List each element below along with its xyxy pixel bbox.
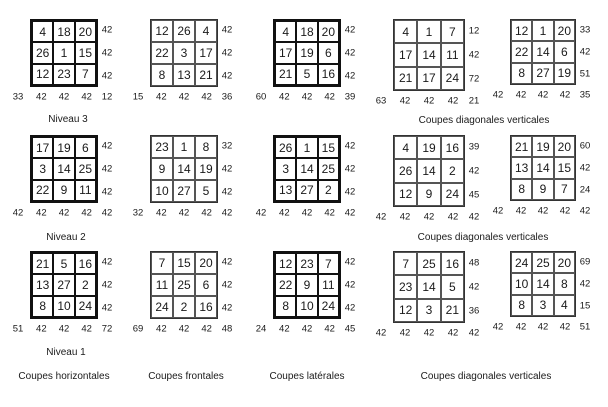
grid-cell: 7 (554, 179, 575, 200)
column-sum: 42 (36, 323, 47, 335)
grid-cell: 24 (441, 67, 464, 90)
row-sum: 42 (344, 185, 356, 197)
grid-cell: 10 (151, 180, 173, 202)
grid-cell: 16 (318, 64, 339, 85)
column-sum: 42 (399, 95, 411, 107)
diagonal-sum: 33 (12, 91, 24, 103)
grid-cell: 6 (195, 274, 217, 296)
grid-cell: 19 (53, 137, 74, 158)
grid-cell: 3 (417, 299, 440, 322)
grid-cell: 23 (151, 136, 173, 158)
magic-square-grid (30, 251, 98, 319)
row-sum: 42 (221, 163, 233, 175)
grid-cell: 15 (173, 252, 195, 274)
magic-square-grid (273, 251, 341, 319)
grid-cell: 1 (296, 137, 317, 158)
grid-cell: 12 (394, 183, 417, 206)
grid-cell: 7 (441, 20, 464, 43)
grid-cell: 8 (195, 136, 217, 158)
grid-cell: 24 (318, 296, 339, 317)
grid-cell: 8 (275, 296, 296, 317)
column-sum: 42 (399, 327, 411, 339)
column-sum: 42 (515, 321, 527, 333)
row-sum: 48 (468, 257, 480, 269)
diagonal-vertical-sections-label: Coupes diagonales verticales (420, 371, 552, 382)
column-sum: 42 (423, 95, 435, 107)
magic-square-grid (30, 135, 98, 203)
grid-cell: 2 (75, 274, 96, 295)
row-sum: 42 (344, 256, 356, 268)
column-sum: 42 (36, 207, 47, 219)
grid-cell: 10 (53, 296, 74, 317)
magic-square-grid (393, 251, 465, 323)
grid-cell: 24 (511, 252, 532, 273)
level-3-label: Niveau 3 (48, 114, 88, 125)
row-sum: 42 (101, 163, 113, 175)
column-sum: 42 (279, 207, 290, 219)
diagonal-sum: 35 (579, 89, 591, 101)
grid-cell: 14 (532, 273, 553, 294)
diagonal-sum: 42 (255, 207, 267, 219)
column-sum: 42 (324, 207, 335, 219)
grid-cell: 23 (296, 253, 317, 274)
column-sum: 42 (178, 207, 190, 219)
magic-square-grid (510, 251, 576, 317)
row-sum: 39 (468, 141, 480, 153)
column-sum: 42 (201, 91, 212, 103)
diagonal-sum: 42 (492, 205, 504, 217)
column-sum: 42 (537, 205, 549, 217)
row-sum: 42 (344, 301, 356, 313)
grid-cell: 4 (554, 295, 575, 316)
grid-cell: 17 (417, 67, 440, 90)
diagonal-sum: 51 (579, 321, 591, 333)
grid-cell: 6 (554, 41, 575, 62)
row-sum: 42 (344, 140, 356, 152)
row-sum: 42 (468, 49, 480, 61)
grid-cell: 12 (394, 299, 417, 322)
grid-cell: 9 (417, 183, 440, 206)
diagonal-sections-label-level-3: Coupes diagonales verticales (418, 115, 550, 126)
row-sum: 51 (579, 68, 591, 80)
grid-cell: 14 (417, 275, 440, 298)
diagonal-sum: 42 (492, 89, 504, 101)
grid-cell: 14 (417, 159, 440, 182)
grid-cell: 5 (195, 180, 217, 202)
grid-cell: 2 (441, 159, 464, 182)
grid-cell: 15 (554, 157, 575, 178)
row-sum: 33 (579, 24, 591, 36)
grid-cell: 1 (532, 20, 553, 41)
grid-cell: 18 (296, 21, 317, 42)
grid-cell: 12 (275, 253, 296, 274)
magic-square-grid (150, 251, 218, 319)
column-sum: 42 (537, 321, 549, 333)
lateral-sections-label: Coupes latérales (269, 371, 345, 382)
diagonal-sum: 42 (375, 211, 387, 223)
column-sum: 42 (537, 89, 549, 101)
diagonal-sum: 48 (221, 323, 233, 335)
grid-cell: 19 (554, 63, 575, 84)
grid-cell: 17 (275, 42, 296, 63)
grid-cell: 19 (296, 42, 317, 63)
grid-cell: 13 (275, 180, 296, 201)
column-sum: 42 (423, 211, 435, 223)
row-sum: 42 (101, 140, 113, 152)
column-sum: 42 (156, 91, 167, 103)
grid-cell: 22 (151, 42, 173, 64)
row-sum: 72 (468, 73, 480, 85)
row-sum: 42 (468, 165, 480, 177)
grid-cell: 8 (511, 179, 532, 200)
row-sum: 42 (101, 185, 113, 197)
column-sum: 42 (399, 211, 411, 223)
grid-cell: 25 (532, 252, 553, 273)
grid-cell: 27 (53, 274, 74, 295)
grid-cell: 26 (275, 137, 296, 158)
diagonal-sum: 39 (344, 91, 356, 103)
grid-cell: 16 (441, 252, 464, 275)
grid-cell: 4 (394, 136, 417, 159)
row-sum: 42 (101, 301, 113, 313)
grid-cell: 12 (151, 20, 173, 42)
grid-cell: 7 (75, 64, 96, 85)
grid-cell: 14 (532, 41, 553, 62)
diagonal-sum: 42 (492, 321, 504, 333)
grid-cell: 24 (75, 296, 96, 317)
grid-cell: 1 (417, 20, 440, 43)
grid-cell: 20 (554, 252, 575, 273)
row-sum: 42 (221, 185, 233, 197)
diagonal-sum: 42 (12, 207, 24, 219)
column-sum: 42 (447, 95, 459, 107)
grid-cell: 15 (75, 42, 96, 63)
column-sum: 42 (279, 323, 290, 335)
grid-cell: 20 (195, 252, 217, 274)
grid-cell: 2 (173, 296, 195, 318)
grid-cell: 20 (318, 21, 339, 42)
grid-cell: 18 (53, 21, 74, 42)
grid-cell: 9 (53, 180, 74, 201)
grid-cell: 8 (32, 296, 53, 317)
grid-cell: 2 (318, 180, 339, 201)
grid-cell: 19 (417, 136, 440, 159)
grid-cell: 27 (296, 180, 317, 201)
grid-cell: 14 (296, 158, 317, 179)
row-sum: 42 (579, 278, 591, 290)
column-sum: 42 (515, 205, 527, 217)
diagonal-sum: 45 (344, 323, 356, 335)
grid-cell: 9 (532, 179, 553, 200)
row-sum: 42 (221, 47, 233, 59)
diagonal-sum: 42 (221, 207, 233, 219)
row-sum: 42 (344, 279, 356, 291)
horizontal-sections-label: Coupes horizontales (18, 371, 110, 382)
column-sum: 42 (515, 89, 527, 101)
magic-square-grid (510, 19, 576, 85)
grid-cell: 25 (318, 158, 339, 179)
diagonal-sum: 42 (344, 207, 356, 219)
grid-cell: 3 (532, 295, 553, 316)
grid-cell: 10 (511, 273, 532, 294)
column-sum: 42 (58, 323, 70, 335)
grid-cell: 1 (53, 42, 74, 63)
grid-cell: 16 (195, 296, 217, 318)
grid-cell: 11 (441, 43, 464, 66)
grid-cell: 7 (394, 252, 417, 275)
row-sum: 42 (221, 69, 233, 81)
grid-cell: 11 (151, 274, 173, 296)
grid-cell: 10 (296, 296, 317, 317)
diagonal-sum: 42 (468, 211, 480, 223)
row-sum: 42 (221, 24, 233, 36)
grid-cell: 8 (511, 295, 532, 316)
column-sum: 42 (58, 207, 70, 219)
magic-square-grid (273, 135, 341, 203)
diagonal-sum: 42 (579, 205, 591, 217)
column-sum: 42 (178, 91, 190, 103)
column-sum: 42 (81, 207, 92, 219)
level-2-label: Niveau 2 (46, 232, 86, 243)
grid-cell: 21 (275, 64, 296, 85)
grid-cell: 23 (394, 275, 417, 298)
diagonal-sum: 32 (132, 207, 144, 219)
grid-cell: 24 (441, 183, 464, 206)
column-sum: 42 (36, 91, 47, 103)
grid-cell: 17 (394, 43, 417, 66)
grid-cell: 13 (511, 157, 532, 178)
grid-cell: 17 (195, 42, 217, 64)
row-sum: 42 (101, 256, 113, 268)
grid-cell: 4 (394, 20, 417, 43)
grid-cell: 11 (75, 180, 96, 201)
grid-cell: 7 (318, 253, 339, 274)
diagonal-sum: 60 (255, 91, 267, 103)
row-sum: 42 (468, 281, 480, 293)
diagonal-sum: 24 (255, 323, 267, 335)
column-sum: 42 (324, 91, 335, 103)
grid-cell: 3 (275, 158, 296, 179)
magic-square-grid (393, 19, 465, 91)
grid-cell: 11 (318, 274, 339, 295)
row-sum: 36 (468, 305, 480, 317)
grid-cell: 21 (394, 67, 417, 90)
magic-square-grid (150, 135, 218, 203)
grid-cell: 3 (32, 158, 53, 179)
diagonal-sum: 42 (468, 327, 480, 339)
grid-cell: 16 (441, 136, 464, 159)
grid-cell: 26 (173, 20, 195, 42)
column-sum: 42 (447, 327, 459, 339)
row-sum: 42 (344, 47, 356, 59)
grid-cell: 8 (511, 63, 532, 84)
column-sum: 42 (423, 327, 435, 339)
grid-cell: 21 (32, 253, 53, 274)
row-sum: 42 (344, 163, 356, 175)
grid-cell: 12 (511, 20, 532, 41)
grid-cell: 8 (554, 273, 575, 294)
diagonal-sum: 12 (101, 91, 113, 103)
grid-cell: 22 (511, 41, 532, 62)
grid-cell: 19 (195, 158, 217, 180)
grid-cell: 4 (195, 20, 217, 42)
grid-cell: 27 (173, 180, 195, 202)
column-sum: 42 (559, 205, 571, 217)
grid-cell: 25 (173, 274, 195, 296)
grid-cell: 5 (53, 253, 74, 274)
column-sum: 42 (178, 323, 190, 335)
grid-cell: 17 (32, 137, 53, 158)
grid-cell: 13 (32, 274, 53, 295)
grid-cell: 3 (173, 42, 195, 64)
diagonal-sum: 42 (375, 327, 387, 339)
grid-cell: 24 (151, 296, 173, 318)
row-sum: 42 (221, 256, 233, 268)
grid-cell: 1 (173, 136, 195, 158)
grid-cell: 4 (32, 21, 53, 42)
grid-cell: 13 (173, 64, 195, 86)
row-sum: 42 (344, 24, 356, 36)
column-sum: 42 (81, 91, 92, 103)
grid-cell: 4 (275, 21, 296, 42)
grid-cell: 20 (554, 20, 575, 41)
grid-cell: 20 (554, 136, 575, 157)
frontal-sections-label: Coupes frontales (148, 371, 224, 382)
diagonal-sum: 21 (468, 95, 480, 107)
grid-cell: 5 (441, 275, 464, 298)
column-sum: 42 (201, 323, 212, 335)
grid-cell: 22 (275, 274, 296, 295)
magic-square-grid (510, 135, 576, 201)
diagonal-sum: 63 (375, 95, 387, 107)
grid-cell: 6 (75, 137, 96, 158)
magic-square-grid (30, 19, 98, 87)
row-sum: 42 (101, 24, 113, 36)
grid-cell: 25 (75, 158, 96, 179)
grid-cell: 25 (417, 252, 440, 275)
grid-cell: 6 (318, 42, 339, 63)
grid-cell: 9 (151, 158, 173, 180)
grid-cell: 14 (417, 43, 440, 66)
grid-cell: 26 (32, 42, 53, 63)
grid-cell: 15 (318, 137, 339, 158)
row-sum: 69 (579, 256, 591, 268)
grid-cell: 20 (75, 21, 96, 42)
grid-cell: 23 (53, 64, 74, 85)
column-sum: 42 (324, 323, 335, 335)
grid-cell: 16 (75, 253, 96, 274)
column-sum: 42 (301, 207, 313, 219)
row-sum: 42 (221, 301, 233, 313)
column-sum: 42 (201, 207, 212, 219)
grid-cell: 21 (195, 64, 217, 86)
row-sum: 32 (221, 140, 233, 152)
diagonal-sum: 51 (12, 323, 24, 335)
row-sum: 42 (579, 46, 591, 58)
column-sum: 42 (447, 211, 459, 223)
diagonal-sum: 15 (132, 91, 144, 103)
grid-cell: 14 (53, 158, 74, 179)
diagonal-sum: 69 (132, 323, 144, 335)
diagonal-sum: 72 (101, 323, 113, 335)
row-sum: 24 (579, 184, 591, 196)
grid-cell: 27 (532, 63, 553, 84)
column-sum: 42 (301, 91, 313, 103)
grid-cell: 22 (32, 180, 53, 201)
grid-cell: 12 (32, 64, 53, 85)
column-sum: 42 (156, 323, 167, 335)
diagonal-sections-label-level-2: Coupes diagonales verticales (417, 232, 549, 243)
grid-cell: 21 (441, 299, 464, 322)
magic-square-grid (273, 19, 341, 87)
grid-cell: 9 (296, 274, 317, 295)
row-sum: 42 (101, 279, 113, 291)
grid-cell: 14 (532, 157, 553, 178)
diagonal-sum: 36 (221, 91, 233, 103)
row-sum: 15 (579, 300, 591, 312)
grid-cell: 5 (296, 64, 317, 85)
grid-cell: 21 (511, 136, 532, 157)
grid-cell: 14 (173, 158, 195, 180)
grid-cell: 7 (151, 252, 173, 274)
grid-cell: 19 (532, 136, 553, 157)
column-sum: 42 (156, 207, 167, 219)
column-sum: 42 (279, 91, 290, 103)
row-sum: 42 (221, 279, 233, 291)
grid-cell: 8 (151, 64, 173, 86)
level-1-label: Niveau 1 (46, 347, 86, 358)
row-sum: 12 (468, 25, 480, 37)
grid-cell: 26 (394, 159, 417, 182)
row-sum: 60 (579, 140, 591, 152)
magic-square-grid (150, 19, 218, 87)
diagonal-sum: 42 (101, 207, 113, 219)
column-sum: 42 (559, 321, 571, 333)
column-sum: 42 (58, 91, 70, 103)
row-sum: 42 (101, 47, 113, 59)
column-sum: 42 (559, 89, 571, 101)
column-sum: 42 (301, 323, 313, 335)
row-sum: 42 (579, 162, 591, 174)
magic-square-grid (393, 135, 465, 207)
row-sum: 42 (344, 69, 356, 81)
row-sum: 42 (101, 69, 113, 81)
row-sum: 45 (468, 189, 480, 201)
column-sum: 42 (81, 323, 92, 335)
